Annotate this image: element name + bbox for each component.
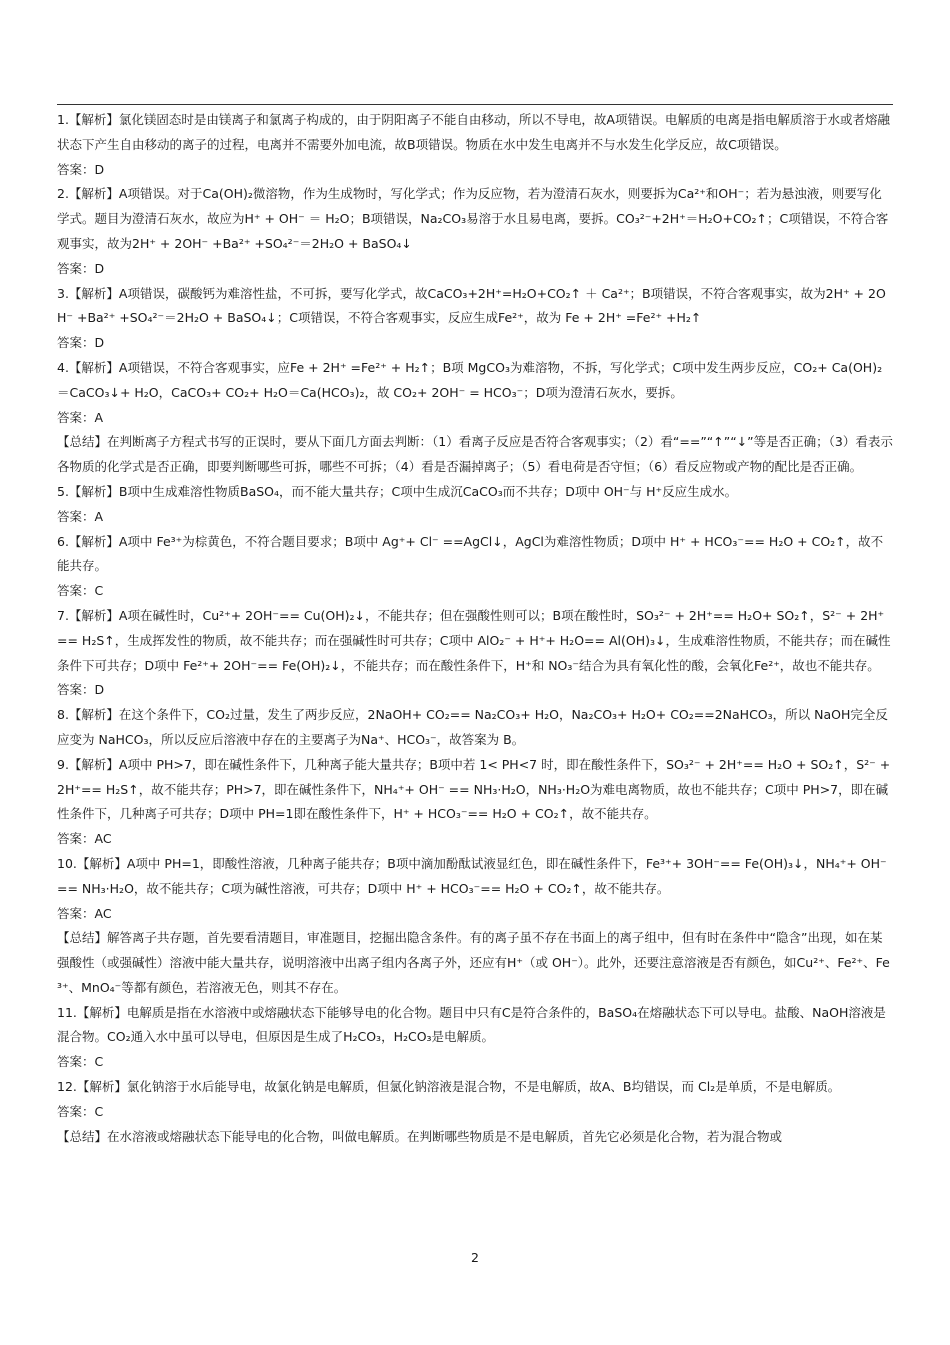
text-line: 8.【解析】在这个条件下，CO₂过量，发生了两步反应，2NaOH+ CO₂== Na₂CO₃+ H₂O，Na₂CO₃+ H₂O+ CO₂==2NaHCO₃，所以 NaOH完全反应变为 NaHCO₃，所以反应后溶液中存在的主要离子为Na⁺、HCO₃⁻，故答案为 B。 [57, 707, 888, 747]
text-line: 【总结】在水溶液或熔融状态下能导电的化合物，叫做电解质。在判断哪些物质是不是电解质，首先它必须是化合物，若为混合物或 [57, 1128, 783, 1144]
text-line: 6.【解析】A项中 Fe³⁺为棕黄色，不符合题目要求；B项中 Ag⁺+ Cl⁻ ==AgCl↓，AgCl为难溶性物质；D项中 H⁺ + HCO₃⁻== H₂O + CO₂↑，故不能共存。 [57, 533, 884, 574]
text-line: 答案：C [57, 583, 104, 599]
text-line: 1.【解析】氯化镁固态时是由镁离子和氯离子构成的，由于阴阳离子不能自由移动，所以不导电，故A项错误。电解质的电离是指电解质溶于水或者熔融状态下产生自由移动的离子的过程，电离并不需要外加电流，故B项错误。物质在水中发生电离并不与水发生化学反应，故C项错误。 [57, 112, 890, 152]
text-line: 【总结】在判断离子方程式书写的正误时，要从下面几方面去判断：（1）看离子反应是否符合客观事实；（2）看“==”“↑”“↓”等是否正确；（3）看表示各物质的化学式是否正确，即要判断哪些可拆，哪些不可拆；（4）看是否漏掉离子；（5）看电荷是否守恒；（6）看反应物或产物的配比是否正确。 [57, 434, 893, 475]
text-line: 9.【解析】A项中 PH>7，即在碱性条件下，几种离子能大量共存；B项中若 1< PH<7 时，即在酸性条件下，SO₃²⁻ + 2H⁺== H₂O + SO₂↑，S²⁻ + 2H⁺== H₂S↑，故不能共存；PH>7，即在碱性条件下，NH₄⁺+ OH⁻ == NH₃·H₂O，NH₃·H₂O为难电离物质，故也不能共存；C项中 PH>7，即在碱性条件下，几种离子可共存；D项中 PH=1即在酸性条件下，H⁺ + HCO₃⁻== H₂O + CO₂↑，故不能共存。 [57, 756, 891, 822]
text-line: 5.【解析】B项中生成难溶性物质BaSO₄，而不能大量共存；C项中生成沉CaCO₃而不共存；D项中 OH⁻与 H⁺反应生成水。 [57, 483, 738, 499]
text-line: 答案：D [57, 161, 105, 177]
text-line: 【总结】解答离子共存题，首先要看清题目，审准题目，挖掘出隐含条件。有的离子虽不存在书面上的离子组中，但有时在条件中“隐含”出现，如在某强酸性（或强碱性）溶液中能大量共存，说明溶液中出离子组内各离子外，还应有H⁺（或 OH⁻）。此外，还要注意溶液是否有颜色，如Cu²⁺、Fe²⁺、Fe³⁺、MnO₄⁻等都有颜色，若溶液无色，则其不存在。 [57, 930, 890, 995]
text-line: 11.【解析】电解质是指在水溶液中或熔融状态下能够导电的化合物。题目中只有C是符合条件的，BaSO₄在熔融状态下可以导电。盐酸、NaOH溶液是混合物。CO₂通入水中虽可以导电，但原因是生成了H₂CO₃，H₂CO₃是电解质。 [57, 1004, 886, 1045]
text-line: 7.【解析】A项在碱性时，Cu²⁺+ 2OH⁻== Cu(OH)₂↓，不能共存；但在强酸性则可以；B项在酸性时，SO₃²⁻ + 2H⁺== H₂O+ SO₂↑，S²⁻ + 2H⁺== H₂S↑，生成挥发性的物质，故不能共存；而在强碱性时可共存；C项中 AlO₂⁻ + H⁺+ H₂O== Al(OH)₃↓，生成难溶性物质，不能共存；而在碱性条件下可共存；D项中 Fe²⁺+ 2OH⁻== Fe(OH)₂↓，不能共存；而在酸性条件下，H⁺和 NO₃⁻结合为具有氧化性的酸，会氧化Fe²⁺，故也不能共存。 [57, 607, 891, 673]
text-line: 答案：D [57, 335, 105, 351]
text-line: 答案：AC [57, 831, 112, 847]
text-line: 12.【解析】氯化钠溶于水后能导电，故氯化钠是电解质，但氯化钠溶液是混合物，不是电解质，故A、B均错误，而 Cl₂是单质，不是电解质。 [57, 1079, 841, 1095]
text-line: 答案：A [57, 409, 104, 425]
text-line: 答案：C [57, 1103, 104, 1119]
answer-text [57, 108, 893, 1149]
text-line: 答案：D [57, 682, 105, 698]
page-number: 2 [471, 1250, 479, 1265]
text-line: 答案：D [57, 260, 105, 276]
text-line: 答案：AC [57, 905, 112, 921]
text-line: 答案：C [57, 1054, 104, 1070]
text-line: 答案：A [57, 508, 104, 524]
header-rule [57, 104, 893, 105]
text-line: 4.【解析】A项错误，不符合客观事实，应Fe + 2H⁺ =Fe²⁺ + H₂↑；B项 MgCO₃为难溶物，不拆，写化学式；C项中发生两步反应，CO₂+ Ca(OH)₂＝CaCO₃↓+ H₂O，CaCO₃+ CO₂+ H₂O＝Ca(HCO₃)₂，故 CO₂+ 2OH⁻ = HCO₃⁻；D项为澄清石灰水，要拆。 [57, 359, 883, 400]
text-line: 10.【解析】A项中 PH=1，即酸性溶液，几种离子能共存；B项中滴加酚酞试液显红色，即在碱性条件下，Fe³⁺+ 3OH⁻== Fe(OH)₃↓，NH₄⁺+ OH⁻== NH₃·H₂O，故不能共存；C项为碱性溶液，可共存；D项中 H⁺ + HCO₃⁻== H₂O + CO₂↑，故不能共存。 [57, 855, 887, 896]
text-line: 3.【解析】A项错误，碳酸钙为难溶性盐，不可拆，要写化学式，故CaCO₃+2H⁺=H₂O+CO₂↑ ＋ Ca²⁺；B项错误，不符合客观事实，故为2H⁺ + 2OH⁻ +Ba²⁺ +SO₄²⁻＝2H₂O + BaSO₄↓；C项错误，不符合客观事实，反应生成Fe²⁺，故为 Fe + 2H⁺ =Fe²⁺ +H₂↑ [57, 285, 886, 326]
text-line: 2.【解析】A项错误。对于Ca(OH)₂微溶物，作为生成物时，写化学式；作为反应物，若为澄清石灰水，则要拆为Ca²⁺和OH⁻；若为悬浊液，则要写化学式。题目为澄清石灰水，故应为H⁺ + OH⁻ ＝ H₂O；B项错误，Na₂CO₃易溶于水且易电离，要拆。CO₃²⁻+2H⁺＝H₂O+CO₂↑；C项错误，不符合客观事实，故为2H⁺ + 2OH⁻ +Ba²⁺ +SO₄²⁻＝2H₂O + BaSO₄↓ [57, 186, 889, 251]
